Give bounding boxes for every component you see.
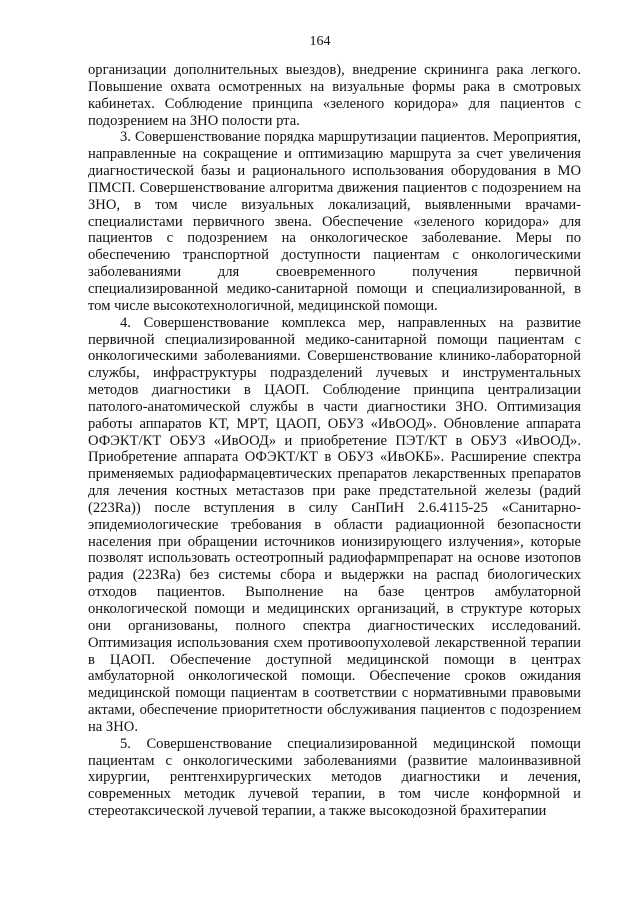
paragraph-continuation: организации дополнительных выездов), внедрение скрининга рака легкого. Повышение охвата осмотренных на визуальные формы рака в смотровых кабинетах. Соблюдение принципа «зеленого коридора» для пациентов с подозрением на ЗНО полости рта. [88,62,581,129]
paragraph-item-4: 4. Совершенствование комплекса мер, направленных на развитие первичной специализированной медико-санитарной помощи пациентам с онкологическими заболеваниями. Совершенствование клинико-лабораторной службы, инфраструктуры подразделений лучевых и инструментальных методов диагностики в ЦАОП. Соблюдение принципа централизации патолого-анатомической службы в части диагностики ЗНО. Оптимизация работы аппаратов КТ, МРТ, ЦАОП, ОБУЗ «ИвООД». Обновление аппарата ОФЭКТ/КТ ОБУЗ «ИвООД» и приобретение ПЭТ/КТ в ОБУЗ «ИвООД». Приобретение аппарата ОФЭКТ/КТ в ОБУЗ «ИвОКБ». Расширение спектра применяемых радиофармацевтических препаратов лекарственных препаратов для лечения костных метастазов при раке предстательной железы (радий (223Ra)) после вступления в силу СанПиН 2.6.4115-25 «Санитарно-эпидемиологические требования в области радиационной безопасности населения при обращении источников ионизирующего излучения», которые позволят использовать остеотропный радиофармпрепарат на основе изотопов радия (223Ra) без системы сбора и выдержки на распад биологических отходов пациентов. Выполнение на базе центров амбулаторной онкологической помощи и медицинских организаций, в структуре которых они организованы, полного спектра диагностических исследований. Оптимизация использования схем противоопухолевой лекарственной терапии в ЦАОП. Обеспечение доступной медицинской помощи в центрах амбулаторной онкологической помощи. Обеспечение сроков ожидания медицинской помощи пациентам в соответствии с нормативными правовыми актами, обеспечение приоритетности обслуживания пациентов с подозрением на ЗНО. [88,314,581,735]
paragraph-item-5: 5. Совершенствование специализированной медицинской помощи пациентам с онкологическими заболеваниями (развитие малоинвазивной хирургии, рентгенхирургических методов диагностики и лечения, современных методик лучевой терапии, в том числе конформной и стереотаксической лучевой терапии, а также высокодозной брахитерапии [88,735,581,820]
document-body [88,62,581,820]
page-number: 164 [309,34,331,49]
paragraph-item-3: 3. Совершенствование порядка маршрутизации пациентов. Мероприятия, направленные на сокращение и оптимизацию маршрута за счет увеличения диагностической базы и рационального использования оборудования в МО ПМСП. Совершенствование алгоритма движения пациентов с подозрением на ЗНО, в том числе визуальных локализаций, выявленными врачами-специалистами первичного звена. Обеспечение «зеленого коридора» для пациентов с подозрением на онкологическое заболевание. Меры по обеспечению транспортной доступности пациентам с онкологическими заболеваниями для своевременного получения первичной специализированной медико-санитарной помощи и специализированной, в том числе высокотехнологичной, медицинской помощи. [88,129,581,314]
